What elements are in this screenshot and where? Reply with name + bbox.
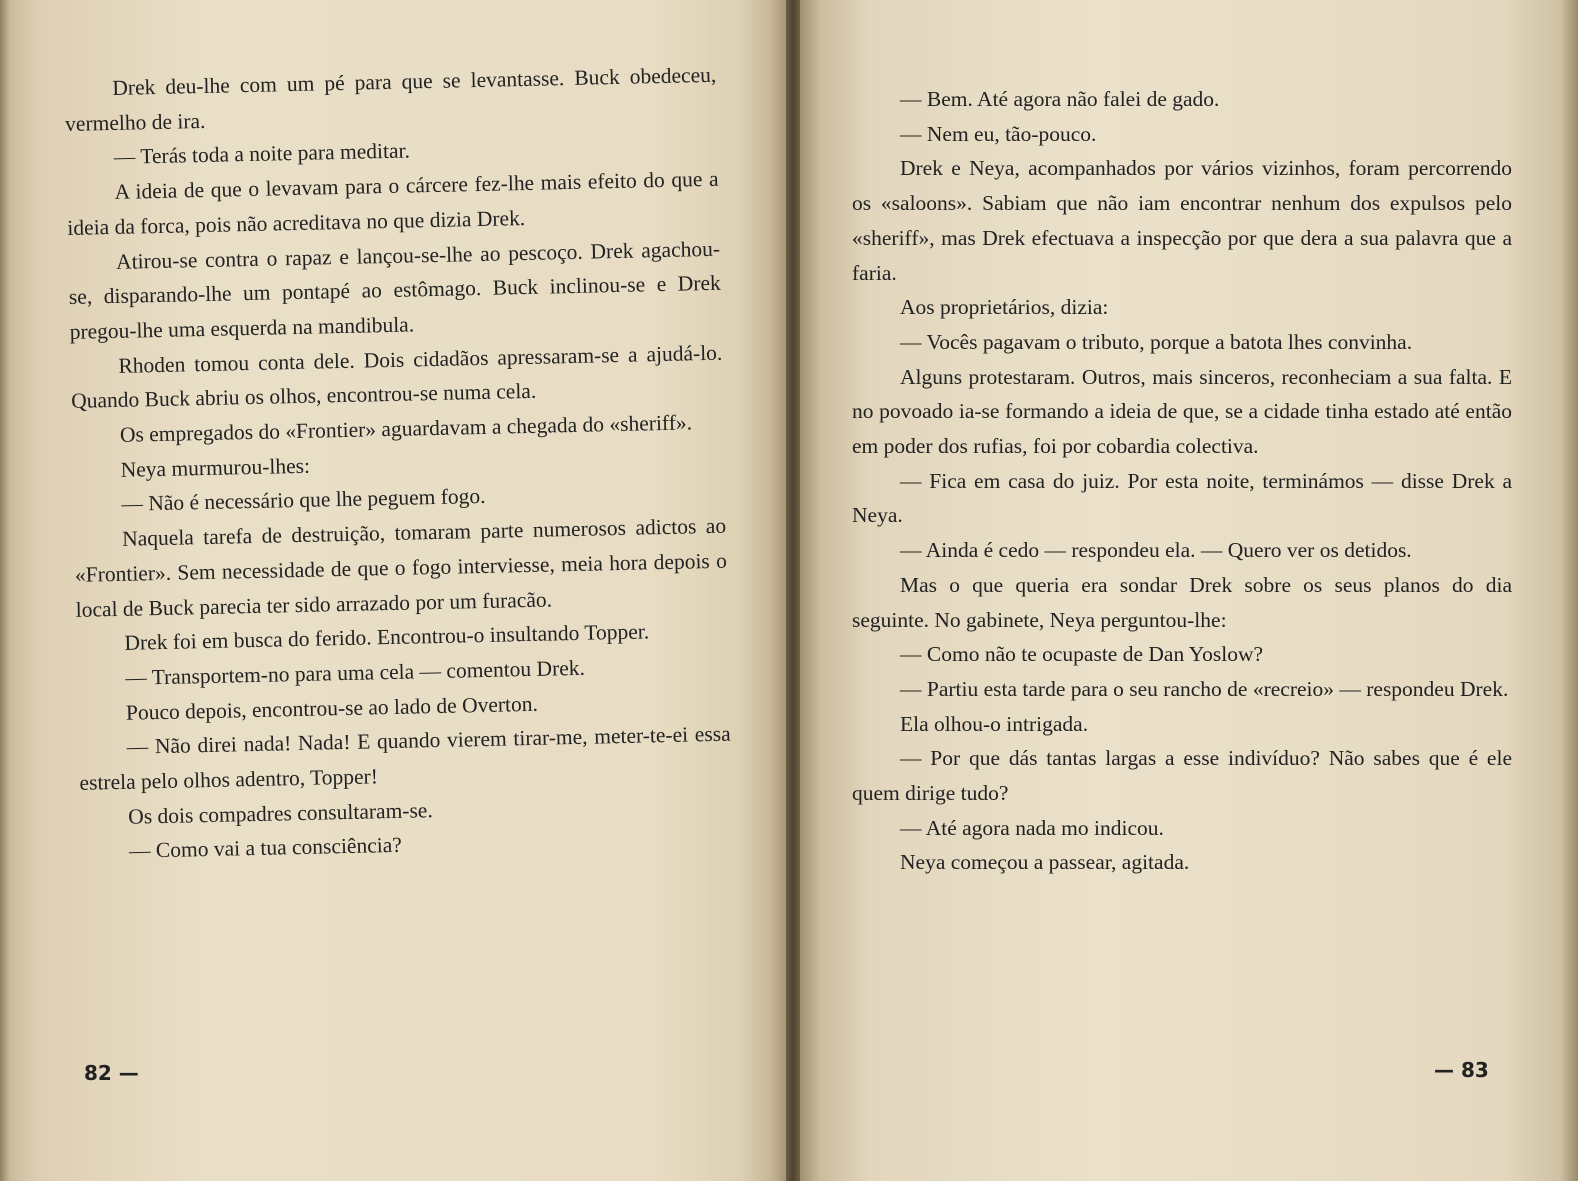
left-page-number: 82 — (84, 1061, 139, 1085)
paragraph: — Fica em casa do juiz. Por esta noite, terminámos — disse Drek a Neya. (852, 468, 1512, 528)
paragraph: Mas o que queria era sondar Drek sobre os seus planos do dia seguinte. No gabinete, Neya perguntou-lhe: (852, 572, 1512, 632)
paragraph: — Vocês pagavam o tributo, porque a batota lhes convinha. (900, 329, 1413, 354)
paragraph: A ideia de que o levavam para o cárcere fez-lhe mais efeito do que a ideia da forca, pois não acreditava no que dizia Drek. (67, 166, 719, 240)
paragraph: — Bem. Até agora não falei de gado. (900, 87, 1220, 111)
paragraph: Alguns protestaram. Outros, mais sinceros, reconheciam a sua falta. E no povoado ia-se formando a ideia de que, se a cidade tinha estado até então em poder dos rufias, foi por cobardia colectiva. (852, 364, 1512, 459)
paragraph: Neya começou a passear, agitada. (900, 850, 1190, 875)
paragraph: — Nem eu, tão-pouco. (900, 121, 1097, 146)
paragraph: Rhoden tomou conta dele. Dois cidadãos apressaram-se a ajudá-lo. Quando Buck abriu os olhos, encontrou-se numa cela. (70, 340, 723, 414)
paragraph: — Por que dás tantas largas a esse indivíduo? Não sabes que é ele quem dirige tudo? (852, 746, 1512, 806)
paragraph: Pouco depois, encontrou-se ao lado de Overton. (125, 691, 539, 725)
paragraph: Atirou-se contra o rapaz e lançou-se-lhe ao pescoço. Drek agachou-se, disparando-lhe um pontapé ao estômago. Buck inclinou-se e Drek pregou-lhe uma esquerda na mandibula. (68, 236, 722, 344)
paragraph: Neya murmurou-lhes: (120, 453, 311, 482)
paragraph: — Terás toda a noite para meditar. (113, 138, 411, 170)
left-page-text (64, 58, 733, 870)
paragraph: Os empregados do «Frontier» aguardavam a chegada do «sheriff». (119, 410, 693, 447)
paragraph: — Transportem-no para uma cela — comentou Drek. (124, 655, 586, 690)
paragraph: — Como não te ocupaste de Dan Yoslow? (900, 642, 1264, 667)
paragraph: — Ainda é cedo — respondeu ela. — Quero ver os detidos. (900, 538, 1412, 563)
paragraph: Aos proprietários, dizia: (900, 295, 1109, 320)
paragraph: Ela olhou-o intrigada. (900, 711, 1089, 736)
paragraph: — Até agora nada mo indicou. (900, 815, 1164, 840)
paragraph: — Como vai a tua consciência? (128, 833, 403, 864)
paragraph: Naquela tarefa de destruição, tomaram parte numerosos adictos ao «Frontier». Sem necessidade de que o fogo interviesse, meia hora depois o local de Buck parecia ter sido arrazado por um furacão. (74, 513, 728, 622)
paragraph: — Não direi nada! Nada! E quando vierem tirar-me, meter-te-ei essa estrela pelo olhos adentro, Topper! (79, 721, 731, 795)
paragraph: Drek deu-lhe com um pé para que se levantasse. Buck obedeceu, vermelho de ira. (64, 62, 717, 136)
right-page (800, 0, 1578, 1181)
paragraph: Drek foi em busca do ferido. Encontrou-o insultando Topper. (124, 619, 650, 656)
paragraph: Os dois compadres consultaram-se. (127, 797, 433, 829)
paragraph: Drek e Neya, acompanhados por vários vizinhos, foram percorrendo os «saloons». Sabiam que não iam encontrar nenhum dos expulsos pelo «sheriff», mas Drek efectuava a inspecção por que dera a sua palavra que a faria. (852, 156, 1512, 285)
right-page-text (852, 82, 1512, 880)
paragraph: — Não é necessário que lhe peguem fogo. (121, 484, 486, 517)
paragraph: — Partiu esta tarde para o seu rancho de «recreio» — respondeu Drek. (900, 676, 1509, 701)
right-page-number: — 83 (1434, 1058, 1489, 1082)
book-gutter (786, 0, 800, 1181)
